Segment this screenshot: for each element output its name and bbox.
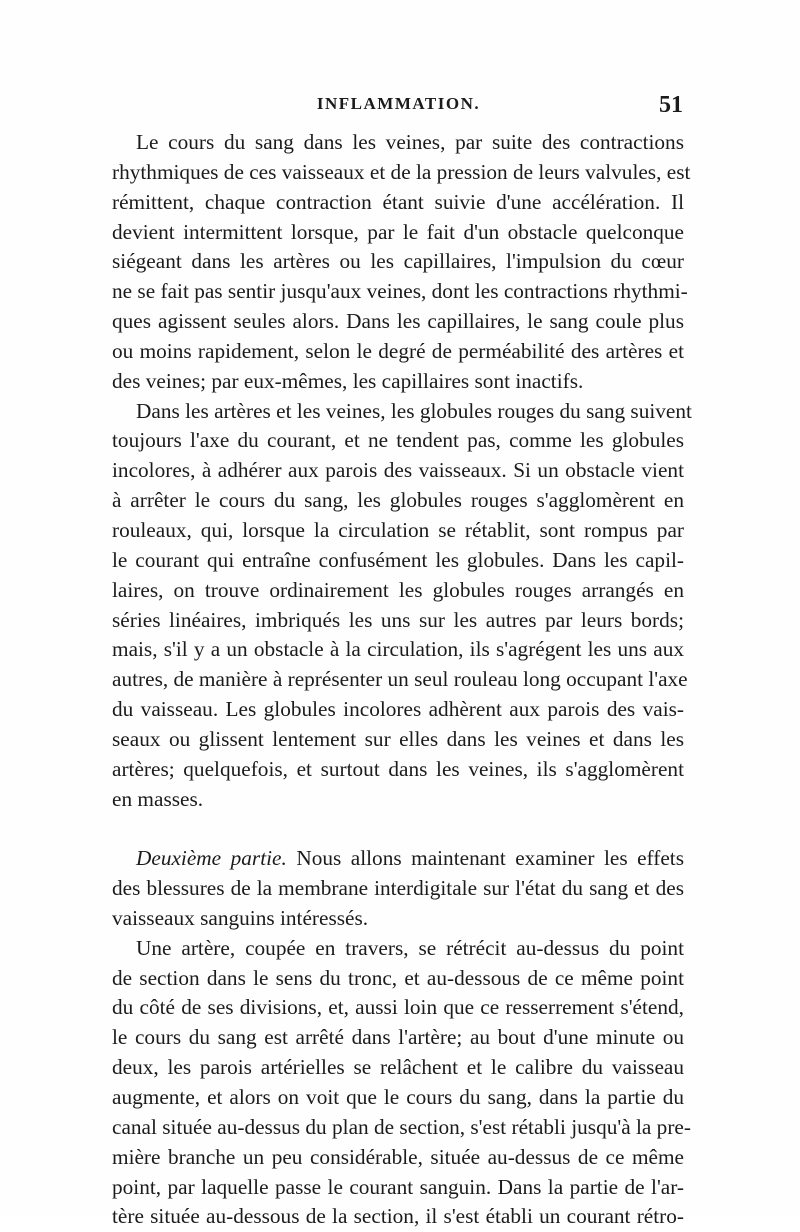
text-line: Une artère, coupée en travers, se rétrécit au-dessus du point	[136, 935, 684, 960]
running-head	[112, 94, 685, 124]
text-line: Dans les artères et les veines, les globules rouges du sang suivent	[136, 398, 692, 423]
text-line	[112, 844, 684, 874]
text-line: des veines; par eux-mêmes, les capillaires sont inactifs.	[112, 368, 584, 393]
text-line: de section dans le sens du tronc, et au-dessous de ce même point	[112, 965, 684, 990]
text-line: laires, on trouve ordinairement les globules rouges arrangés en	[112, 577, 684, 602]
page-number: 51	[659, 92, 683, 118]
section-gap	[112, 814, 684, 844]
text-line: incolores, à adhérer aux parois des vaisseaux. Si un obstacle vient	[112, 458, 684, 483]
text-line: du côté de ses divisions, et, aussi loin que ce resserrement s'étend,	[112, 995, 684, 1020]
text-line: le courant qui entraîne confusément les globules. Dans les capil-	[112, 547, 684, 572]
text-line: vaisseaux sanguins intéressés.	[112, 905, 369, 930]
paragraph-4	[112, 934, 691, 1232]
body-text	[112, 128, 692, 1232]
text-line: siégeant dans les artères ou les capillaires, l'impulsion du cœur	[112, 249, 684, 274]
text-line: en masses.	[112, 786, 204, 811]
paragraph-3	[112, 844, 684, 934]
text-run: Nous allons maintenant examiner les effets	[286, 846, 685, 871]
text-line: seaux ou glissent lentement sur elles dans les veines et dans les	[112, 726, 684, 751]
section-heading: Deuxième partie.	[136, 846, 287, 871]
text-line: autres, de manière à représenter un seul rouleau long occupant l'axe	[112, 667, 688, 692]
text-line: le cours du sang est arrêté dans l'artère; au bout d'une minute ou	[112, 1025, 684, 1050]
text-line: devient intermittent lorsque, par le fait d'un obstacle quelconque	[112, 219, 684, 244]
running-title: INFLAMMATION.	[316, 94, 481, 113]
text-line: canal située au-dessus du plan de section, s'est rétabli jusqu'à la pre-	[112, 1114, 691, 1139]
text-line: rémittent, chaque contraction étant suivie d'une accélération. Il	[112, 189, 684, 214]
text-line: ou moins rapidement, selon le degré de perméabilité des artères et	[112, 338, 684, 363]
text-line: toujours l'axe du courant, et ne tendent pas, comme les globules	[112, 428, 684, 453]
text-line: tère située au-dessous de la section, il s'est établi un courant rétro-	[112, 1204, 684, 1229]
text-line: point, par laquelle passe le courant sanguin. Dans la partie de l'ar-	[112, 1174, 684, 1199]
text-line: des blessures de la membrane interdigitale sur l'état du sang et des	[112, 876, 684, 901]
text-line: à arrêter le cours du sang, les globules rouges s'agglomèrent en	[112, 488, 684, 513]
text-line: Le cours du sang dans les veines, par suite des contractions	[136, 130, 684, 154]
text-line: rouleaux, qui, lorsque la circulation se rétablit, sont rompus par	[112, 517, 684, 542]
text-line: mière branche un peu considérable, située au-dessus de ce même	[112, 1144, 684, 1169]
text-line: ques agissent seules alors. Dans les capillaires, le sang coule plus	[112, 309, 684, 334]
text-line: ne se fait pas sentir jusqu'aux veines, dont les contractions rhythmi-	[112, 279, 688, 304]
text-line: augmente, et alors on voit que le cours du sang, dans la partie du	[112, 1085, 684, 1109]
text-line: mais, s'il y a un obstacle à la circulation, ils s'agrégent les uns aux	[112, 637, 684, 662]
text-line: rhythmiques de ces vaisseaux et de la pression de leurs valvules, est	[112, 159, 691, 184]
text-line: artères; quelquefois, et surtout dans les veines, ils s'agglomèrent	[112, 756, 684, 781]
text-line: séries linéaires, imbriqués les uns sur les autres par leurs bords;	[112, 607, 684, 632]
text-line: deux, les parois artérielles se relâchent et le calibre du vaisseau	[112, 1055, 684, 1080]
text-line: du vaisseau. Les globules incolores adhèrent aux parois des vais-	[112, 697, 684, 722]
paragraph-1	[112, 128, 691, 397]
paragraph-2	[112, 397, 692, 815]
